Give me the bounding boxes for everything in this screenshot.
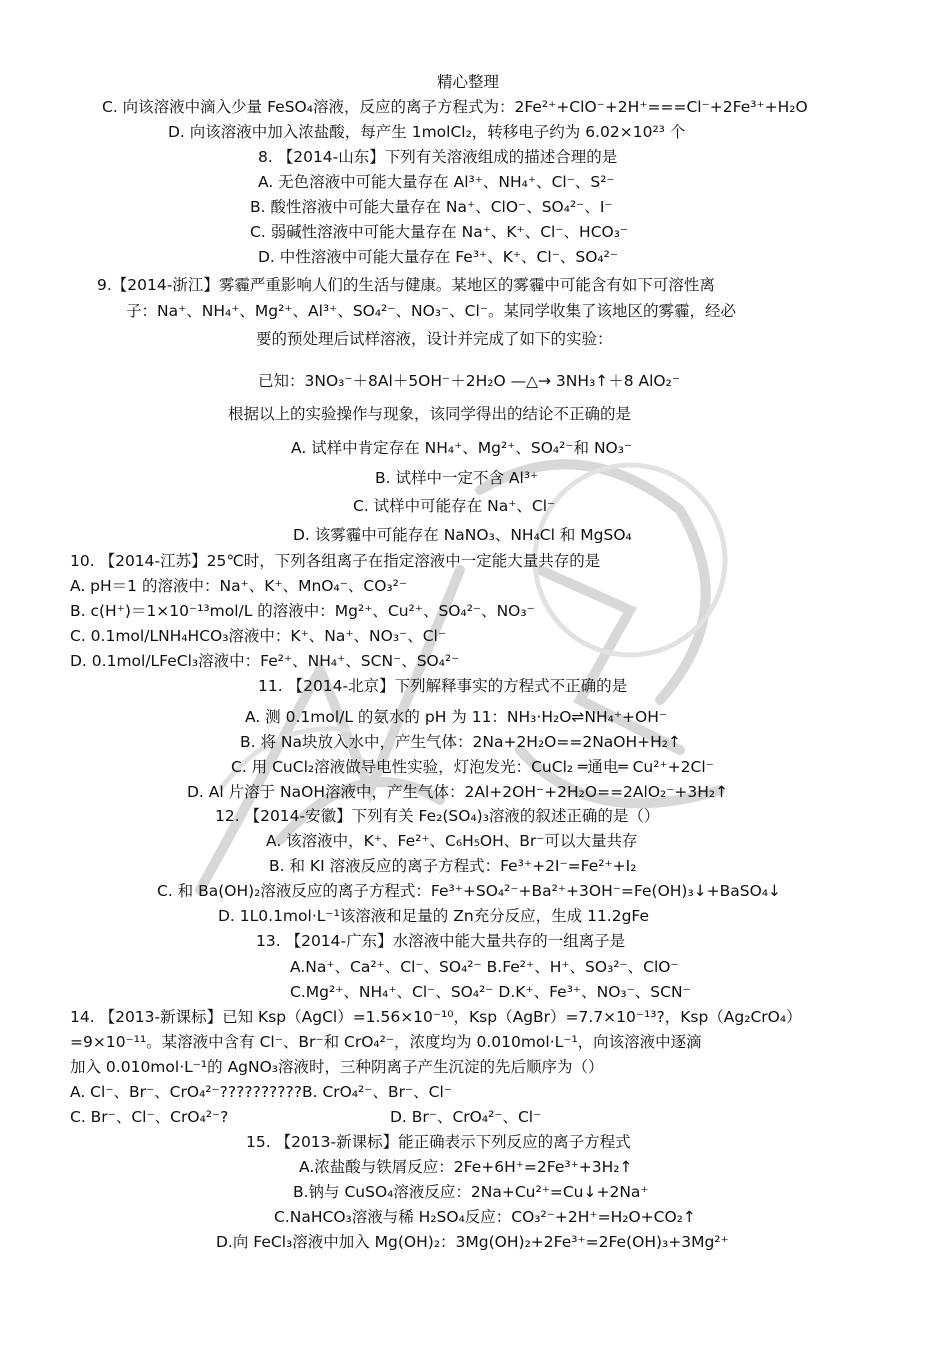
line-43: B.钠与 CuSO₄溶液反应：2Na+Cu²⁺=Cu↓+2Na⁺ [293, 1183, 649, 1201]
line-10: 要的预处理后试样溶液，设计并完成了如下的实验： [256, 330, 613, 348]
line-32: 13. 【2014-广东】水溶液中能大量共存的一组离子是 [256, 932, 626, 950]
line-34: C.Mg²⁺、NH₄⁺、Cl⁻、SO₄²⁻ D.K⁺、Fe³⁺、NO₃⁻、SCN⁻ [290, 983, 691, 1001]
line-20: C. 0.1mol/LNH₄HCO₃溶液中：K⁺、Na⁺、NO₃⁻、Cl⁻ [70, 627, 447, 645]
line-19: B. c(H⁺)＝1×10⁻¹³mol/L 的溶液中：Mg²⁺、Cu²⁺、SO₄²⁻、NO₃⁻ [70, 602, 535, 620]
line-42: A.浓盐酸与铁屑反应：2Fe+6H⁺=2Fe³⁺+3H₂↑ [299, 1158, 633, 1176]
line-14: B. 试样中一定不含 Al³⁺ [375, 469, 539, 487]
line-24: B. 将 Na块放入水中，产生气体：2Na+2H₂O==2NaOH+H₂↑ [240, 733, 682, 751]
line-37: 加入 0.010mol·L⁻¹的 AgNO₃溶液时，三种阴离子产生沉淀的先后顺序为（） [70, 1058, 604, 1076]
line-30: C. 和 Ba(OH)₂溶液反应的离子方程式：Fe³⁺+SO₄²⁻+Ba²⁺+3OH⁻=Fe(OH)₃↓+BaSO₄↓ [157, 882, 782, 900]
line-26: D. Al 片溶于 NaOH溶液中，产生气体：2Al+2OH⁻+2H₂O==2AlO₂⁻+3H₂↑ [187, 783, 729, 801]
line-21: D. 0.1mol/LFeCl₃溶液中：Fe²⁺、NH₄⁺、SCN⁻、SO₄²⁻ [70, 652, 460, 670]
line-39: C. Br⁻、Cl⁻、CrO₄²⁻? [70, 1108, 229, 1126]
line-35: 14. 【2013-新课标】已知 Ksp（AgCl）=1.56×10⁻¹⁰，Ksp（AgBr）=7.7×10⁻¹³?，Ksp（Ag₂CrO₄） [70, 1008, 802, 1026]
line-1: C. 向该溶液中滴入少量 FeSO₄溶液，反应的离子方程式为：2Fe²⁺+ClO⁻+2H⁺===Cl⁻+2Fe³⁺+H₂O [102, 98, 808, 116]
line-9: 子：Na⁺、NH₄⁺、Mg²⁺、Al³⁺、SO₄²⁻、NO₃⁻、Cl⁻。某同学收集了该地区的雾霾，经必 [126, 302, 736, 320]
line-44: C.NaHCO₃溶液与稀 H₂SO₄反应：CO₃²⁻+2H⁺=H₂O+CO₂↑ [274, 1208, 696, 1226]
line-33: A.Na⁺、Ca²⁺、Cl⁻、SO₄²⁻ B.Fe²⁺、H⁺、SO₃²⁻、ClO⁻ [290, 958, 679, 976]
line-18: A. pH＝1 的溶液中：Na⁺、K⁺、MnO₄⁻、CO₃²⁻ [70, 577, 408, 595]
line-5: B. 酸性溶液中可能大量存在 Na⁺、ClO⁻、SO₄²⁻、I⁻ [250, 198, 613, 216]
line-22: 11. 【2014-北京】下列解释事实的方程式不正确的是 [258, 677, 628, 695]
line-17: 10. 【2014-江苏】25℃时，下列各组离子在指定溶液中一定能大量共存的是 [70, 552, 601, 570]
line-31: D. 1L0.1mol·L⁻¹该溶液和足量的 Zn充分反应，生成 11.2gFe [218, 907, 650, 925]
line-23: A. 测 0.1mol/L 的氨水的 pH 为 11：NH₃·H₂O⇌NH₄⁺+OH⁻ [245, 708, 668, 726]
line-15: C. 试样中可能存在 Na⁺、Cl⁻ [353, 497, 556, 515]
line-29: B. 和 KI 溶液反应的离子方程式：Fe³⁺+2I⁻=Fe²⁺+I₂ [269, 857, 637, 875]
line-11: 已知：3NO₃⁻＋8Al＋5OH⁻＋2H₂O —△→ 3NH₃↑＋8 AlO₂⁻ [258, 372, 681, 390]
page-header: 精心整理 [437, 73, 500, 91]
line-27: 12. 【2014-安徽】下列有关 Fe₂(SO₄)₃溶液的叙述正确的是（） [215, 807, 660, 825]
line-38: A. Cl⁻、Br⁻、CrO₄²⁻??????????B. CrO₄²⁻、Br⁻、Cl⁻ [70, 1083, 452, 1101]
line-28: A. 该溶液中，K⁺、Fe²⁺、C₆H₅OH、Br⁻可以大量共存 [266, 832, 638, 850]
line-7: D. 中性溶液中可能大量存在 Fe³⁺、K⁺、Cl⁻、SO₄²⁻ [258, 248, 619, 266]
line-36: =9×10⁻¹¹。某溶液中含有 Cl⁻、Br⁻和 CrO₄²⁻，浓度均为 0.010mol·L⁻¹，向该溶液中逐滴 [70, 1033, 702, 1051]
line-2: D. 向该溶液中加入浓盐酸，每产生 1molCl₂，转移电子约为 6.02×10²³ 个 [168, 123, 686, 141]
line-8: 9.【2014-浙江】雾霾严重影响人们的生活与健康。某地区的雾霾中可能含有如下可溶性离 [97, 276, 715, 294]
line-25: C. 用 CuCl₂溶液做导电性实验，灯泡发光：CuCl₂ ═通电═ Cu²⁺+2Cl⁻ [231, 758, 714, 776]
line-45: D.向 FeCl₃溶液中加入 Mg(OH)₂：3Mg(OH)₂+2Fe³⁺=2Fe(OH)₃+3Mg²⁺ [216, 1233, 729, 1251]
line-4: A. 无色溶液中可能大量存在 Al³⁺、NH₄⁺、Cl⁻、S²⁻ [258, 173, 615, 191]
line-16: D. 该雾霾中可能存在 NaNO₃、NH₄Cl 和 MgSO₄ [293, 526, 632, 544]
line-40: D. Br⁻、CrO₄²⁻、Cl⁻ [390, 1108, 542, 1126]
line-3: 8. 【2014-山东】下列有关溶液组成的描述合理的是 [258, 148, 618, 166]
line-6: C. 弱碱性溶液中可能大量存在 Na⁺、K⁺、Cl⁻、HCO₃⁻ [250, 223, 629, 241]
line-12: 根据以上的实验操作与现象，该同学得出的结论不正确的是 [228, 405, 632, 423]
line-13: A. 试样中肯定存在 NH₄⁺、Mg²⁺、SO₄²⁻和 NO₃⁻ [291, 439, 633, 457]
line-41: 15. 【2013-新课标】能正确表示下列反应的离子方程式 [246, 1133, 631, 1151]
